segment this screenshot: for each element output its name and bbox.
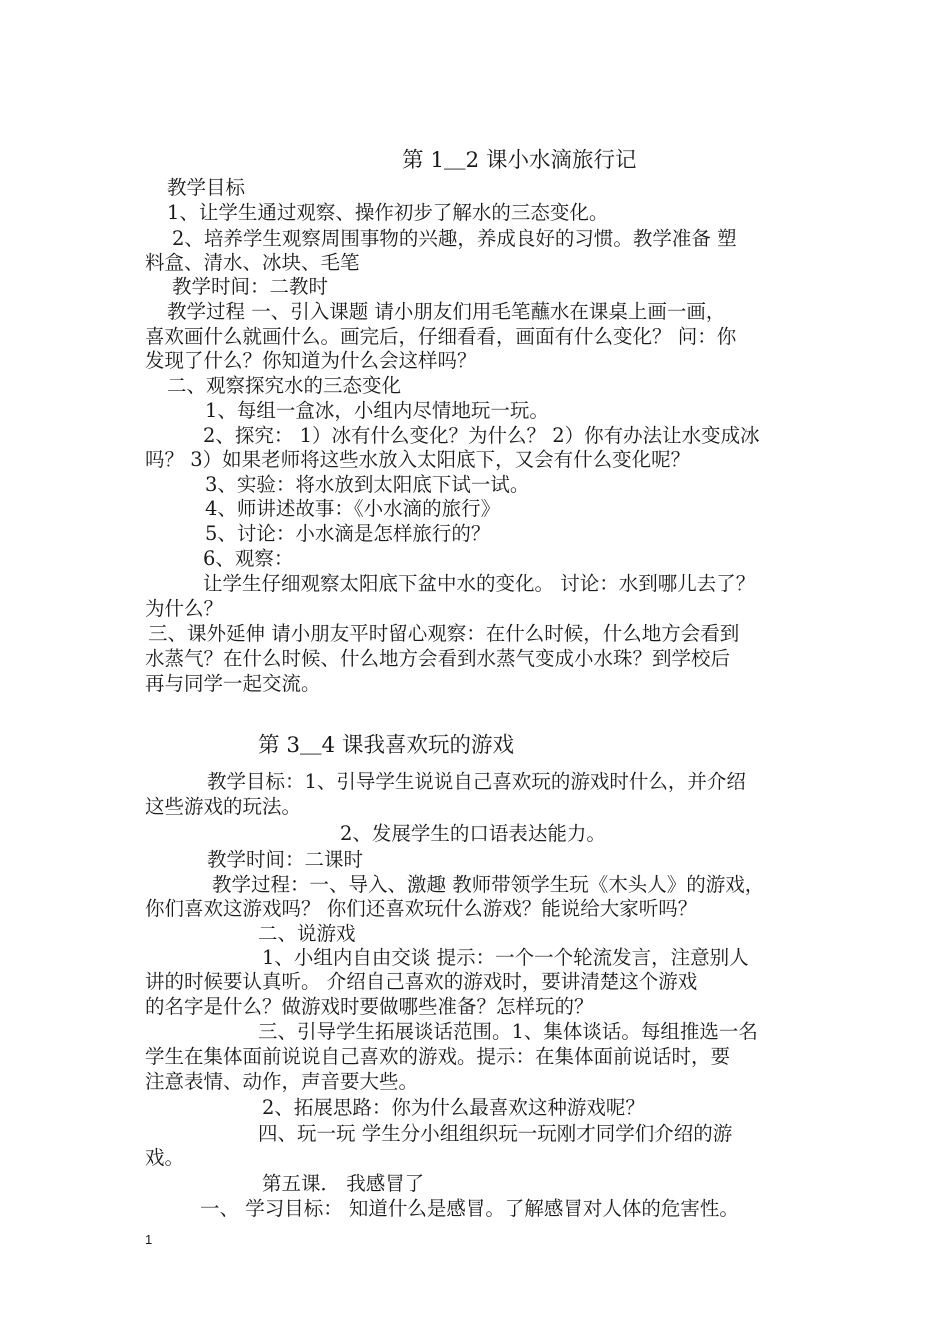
lesson1-line: 教学时间：二教时 [172, 275, 329, 298]
lesson2-line: 三、引导学生拓展谈话范围。1、集体谈话。每组推选一名 [258, 1020, 758, 1043]
lesson2-line: 注意表情、动作，声音要大些。 [145, 1070, 419, 1093]
lesson2-line: 二、说游戏 [258, 922, 356, 945]
lesson1-line: 3、实验：将水放到太阳底下试一试。 [205, 473, 530, 496]
lesson1-line: 1、让学生通过观察、操作初步了解水的三态变化。 [167, 201, 609, 224]
lesson2-line: 教学过程：一、导入、激趣 教师带领学生玩《木头人》的游戏， [212, 873, 765, 896]
lesson2-line: 这些游戏的玩法。 [145, 795, 302, 818]
lesson1-line: 6、观察： [203, 547, 294, 570]
lesson1-line: 为什么？ [145, 597, 224, 620]
lesson2-line: 的名字是什么？做游戏时要做哪些准备？怎样玩的？ [145, 995, 594, 1018]
lesson2-line: 学生在集体面前说说自己喜欢的游戏。提示：在集体面前说话时，要 [145, 1045, 731, 1068]
lesson1-line: 二、观察探究水的三态变化 [167, 374, 402, 397]
lesson2-line: 教学目标：1、引导学生说说自己喜欢玩的游戏时什么，并介绍 [207, 770, 746, 793]
lesson1-line: 料盒、清水、冰块、毛笔 [145, 251, 360, 274]
lesson1-line: 教学过程 一、引入课题 请小朋友们用毛笔蘸水在课桌上画一画， [167, 300, 726, 323]
lesson2-line: 戏。 [145, 1146, 185, 1169]
lesson2-line: 讲的时候要认真听。 介绍自己喜欢的游戏时，要讲清楚这个游戏 [145, 970, 698, 993]
lesson1-line: 教学目标 [167, 176, 246, 199]
lesson1-line: 吗？ 3）如果老师将这些水放入太阳底下，又会有什么变化呢？ [145, 448, 691, 471]
lesson2-line: 1、小组内自由交谈 提示：一个一个轮流发言，注意别人 [262, 946, 749, 969]
lesson2-line: 教学时间：二课时 [207, 848, 364, 871]
lesson1-line: 4、师讲述故事：《小水滴的旅行》 [205, 497, 501, 520]
lesson1-line: 发现了什么？你知道为什么会这样吗？ [145, 349, 477, 372]
page-number: 1 [145, 1232, 153, 1247]
lesson2-title: 第 3＿4 课我喜欢玩的游戏 [258, 733, 515, 758]
lesson2-line: 2、拓展思路：你为什么最喜欢这种游戏呢？ [262, 1096, 645, 1119]
lesson1-line: 2、探究： 1）冰有什么变化？为什么？ 2）你有办法让水变成冰 [203, 424, 760, 447]
lesson1-line: 三、课外延伸 请小朋友平时留心观察：在什么时候，什么地方会看到 [148, 622, 740, 645]
lesson2-line: 第五课． 我感冒了 [262, 1172, 425, 1195]
lesson1-line: 2、培养学生观察周围事物的兴趣，养成良好的习惯。教学准备 塑 [172, 227, 737, 250]
lesson1-line: 5、讨论：小水滴是怎样旅行的？ [205, 522, 491, 545]
lesson1-line: 1、每组一盒冰，小组内尽情地玩一玩。 [205, 399, 549, 422]
lesson1-line: 让学生仔细观察太阳底下盆中水的变化。 讨论：水到哪儿去了？ [203, 572, 756, 595]
lesson2-line: 你们喜欢这游戏吗？ 你们还喜欢玩什么游戏？能说给大家听吗？ [145, 897, 698, 920]
lesson1-title: 第 1＿2 课小水滴旅行记 [402, 148, 637, 173]
lesson1-line: 喜欢画什么就画什么。画完后，仔细看看，画面有什么变化？ 问：你 [145, 325, 737, 348]
lesson2-line: 一、 学习目标： 知道什么是感冒。了解感冒对人体的危害性。 [200, 1197, 739, 1220]
lesson2-line: 2、发展学生的口语表达能力。 [340, 822, 606, 845]
lesson1-line: 水蒸气？在什么时候、什么地方会看到水蒸气变成小水珠？到学校后 [145, 647, 731, 670]
lesson2-line: 四、玩一玩 学生分小组组织玩一玩刚才同学们介绍的游 [258, 1122, 733, 1145]
lesson1-line: 再与同学一起交流。 [145, 672, 321, 695]
